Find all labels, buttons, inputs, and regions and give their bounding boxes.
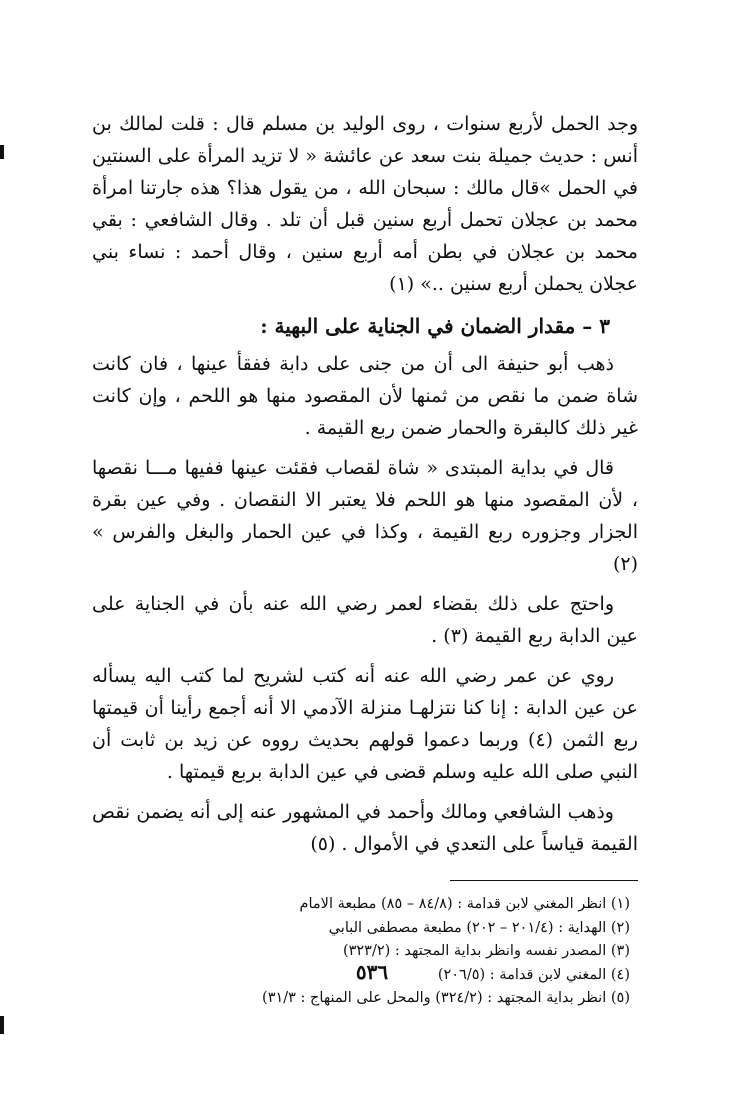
section-heading: ٣ – مقدار الضمان في الجناية على البهية :	[260, 314, 610, 338]
paragraph-2: ذهب أبو حنيفة الى أن من جنى على دابة ففقأ عينها ، فان كانت شاة ضمن ما نقص من ثمنها لأن المقصود منها هو اللحم ، وإن كانت غير ذلك كالبقرة والحمار ضمن ربع القيمة .	[92, 353, 638, 439]
scan-edge-mark	[0, 145, 4, 159]
paragraph-4: واحتج على ذلك بقضاء لعمر رضي الله عنه بأن في الجناية على عين الدابة ربع القيمة (٣) .	[92, 593, 638, 647]
footnote-5: (٥) انظر بداية المجتهد : (٣٢٤/٢) والمحل على المنهاج : ٣١/٣)	[262, 990, 630, 1006]
footnotes	[92, 893, 638, 1011]
paragraph-5: روي عن عمر رضي الله عنه أنه كتب لشريح لما كتب اليه يسأله عن عين الدابة : إنا كنا نتزلهـا منزلة الآدمي الا أنه أجمع رأينا أن قيمتها ربع الثمن (٤) وربما دعموا قولهم بحديث رووه عن زيد بن ثابت أن النبي صلى الله عليه وسلم قضى في عين الدابة بربع قيمتها .	[92, 665, 638, 783]
footnote-divider	[450, 880, 638, 881]
scan-edge-mark	[0, 1016, 4, 1034]
page-body	[92, 108, 638, 1011]
footnote-4: (٤) المغني لابن قدامة : (٢٠٦/٥)	[437, 966, 630, 983]
footnote-1: (١) انظر المغني لابن قدامة : (٨٤/٨ – ٨٥) مطبعة الامام	[299, 896, 630, 912]
paragraph-1: وجد الحمل لأربع سنوات ، روى الوليد بن مسلم قال : قلت لمالك بن أنس : حديث جميلة بنت سعد عن عائشة « لا تزيد المرأة على السنتين في الحمل »قال مالك : سبحان الله ، من يقول هذا؟ هذه جارتنا امرأة محمد بن عجلان تحمل أربع سنين قبل أن تلد . وقال الشافعي : بقي محمد بن عجلان في بطن أمه أربع سنين ، وقال أحمد : نساء بني عجلان يحملن أربع سنين ..» (١)	[92, 113, 638, 295]
paragraph-6: وذهب الشافعي ومالك وأحمد في المشهور عنه إلى أنه يضمن نقص القيمة قياساً على التعدي في الأموال . (٥)	[92, 801, 638, 855]
footnote-3: (٣) المصدر نفسه وانظر بداية المجتهد : (٣٢٣/٢)	[342, 943, 630, 959]
paragraph-3: قال في بداية المبتدى « شاة لقصاب فقئت عينها ففيها مـــا نقصها ، لأن المقصود منها هو اللحم فلا يعتبر الا النقصان . وفي عين بقرة الجزار وجزوره ربع القيمة ، وكذا في عين الحمار والبغل والفرس » (٢)	[92, 457, 638, 575]
footnote-2: (٢) الهداية : (٢٠١/٤ – ٢٠٢) مطبعة مصطفى البابي	[328, 919, 630, 936]
page-number: ٥٣٦	[355, 960, 389, 984]
